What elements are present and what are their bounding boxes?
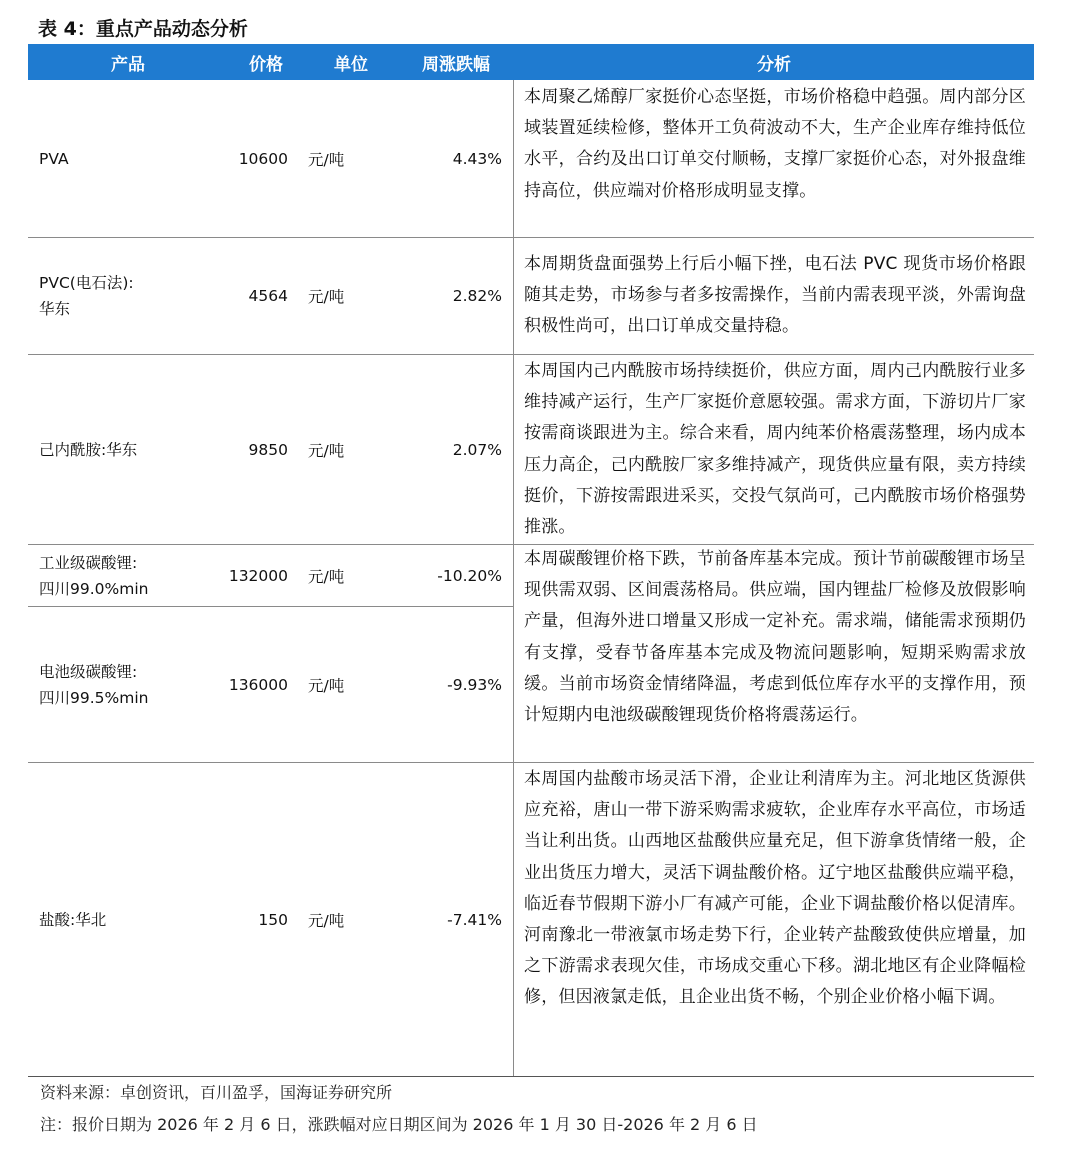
header-product-label: 产品 [111, 54, 145, 75]
row-pva-unit: 元/吨 [308, 150, 345, 169]
product-line: PVC(电石法): [39, 274, 134, 292]
row-caprolactam-analysis: 本周国内己内酰胺市场持续挺价，供应方面，周内己内酰胺行业多维持减产运行，生产厂家挺价意愿较强。需求方面，下游切片厂家按需商谈跟进为主。综合来看，周内纯苯价格震荡整理，场内成本压力高企，己内酰胺厂家多维持减产，现货供应量有限，卖方持续挺价，下游按需跟进采买，交投气氛尚可，己内酰胺市场价格强势推涨。 [524, 361, 1026, 538]
row-battery-lithium-unit: 元/吨 [308, 676, 345, 695]
source-note: 资料来源：卓创资讯，百川盈孚，国海证券研究所 [40, 1083, 393, 1102]
header-change [398, 44, 514, 80]
row-battery-lithium-product [39, 607, 229, 762]
row-caprolactam-product [39, 355, 229, 544]
row-hcl-unit: 元/吨 [308, 911, 345, 930]
date-note: 注：报价日期为 2026 年 2 月 6 日，涨跌幅对应日期区间为 2026 年 1 月 30 日-2026 年 2 月 6 日 [40, 1115, 758, 1134]
analysis-column-divider [513, 80, 514, 1076]
row-industrial-lithium-unit: 元/吨 [308, 567, 345, 586]
row-industrial-lithium-product [39, 545, 229, 606]
table-title: 表 4：重点产品动态分析 [38, 18, 248, 40]
row-pva-change: 4.43% [452, 149, 502, 168]
row-caprolactam-change: 2.07% [452, 440, 502, 459]
row-battery-lithium-change: -9.93% [447, 675, 502, 694]
row-pvc-unit: 元/吨 [308, 288, 345, 306]
row-hcl-analysis: 本周国内盐酸市场灵活下滑，企业让利清库为主。河北地区货源供应充裕，唐山一带下游采购需求疲软，企业库存水平高位，市场适当让利出货。山西地区盐酸供应量充足，但下游拿货情绪一般，企业出货压力增大，灵活下调盐酸价格。辽宁地区盐酸供应端平稳，临近春节假期下游小厂有减产可能，企业下调盐酸价格以促清库。河南豫北一带液氯市场走势下行，企业转产盐酸致使供应增量，加之下游需求表现欠佳，市场成交重心下移。湖北地区有企业降幅检修，但因液氯走低，且企业出货不畅，个别企业价格小幅下调。 [524, 769, 1026, 1008]
product-line: 电池级碳酸锂: [39, 662, 138, 681]
row-pvc-analysis: 本周期货盘面强势上行后小幅下挫，电石法 PVC 现货市场价格跟随其走势，市场参与者多按需操作，当前内需表现平淡，外需询盘积极性尚可，出口订单成交量持稳。 [524, 254, 1026, 337]
row-caprolactam-unit: 元/吨 [308, 441, 345, 460]
header-price-label: 价格 [249, 54, 283, 75]
row-industrial-lithium-price: 132000 [228, 566, 288, 585]
row-pva-price: 10600 [238, 149, 288, 168]
row-pva-product [39, 80, 229, 237]
product-line: PVA [39, 149, 69, 168]
row-pvc-price: 4564 [248, 287, 288, 305]
row-pvc-product [39, 238, 229, 354]
header-analysis-label: 分析 [757, 54, 791, 75]
header-unit [304, 44, 398, 80]
row-pva-analysis: 本周聚乙烯醇厂家挺价心态坚挺，市场价格稳中趋强。周内部分区域装置延续检修，整体开工负荷波动不大，生产企业库存维持低位水平，合约及出口订单交付顺畅，支撑厂家挺价心态，对外报盘维持高位，供应端对价格形成明显支撑。 [524, 87, 1026, 201]
product-line: 工业级碳酸锂: [39, 553, 138, 572]
header-price [228, 44, 304, 80]
row-hcl-change: -7.41% [447, 910, 502, 929]
header-change-label: 周涨跌幅 [422, 54, 490, 75]
row-battery-lithium-price: 136000 [228, 675, 288, 694]
product-line: 己内酰胺:华东 [39, 440, 138, 459]
row-pvc-change: 2.82% [452, 287, 502, 305]
product-line: 华东 [39, 300, 71, 318]
product-line: 四川99.5%min [39, 688, 149, 707]
row-industrial-lithium-change: -10.20% [437, 566, 502, 585]
table-bottom-border [28, 1076, 1034, 1077]
row-hcl-price: 150 [258, 910, 288, 929]
product-line: 四川99.0%min [39, 579, 149, 598]
header-analysis [514, 44, 1034, 80]
row-caprolactam-price: 9850 [248, 440, 288, 459]
lithium-analysis: 本周碳酸锂价格下跌，节前备库基本完成。预计节前碳酸锂市场呈现供需双弱、区间震荡格局。供应端，国内锂盐厂检修及放假影响产量，但海外进口增量又形成一定补充。需求端，储能需求预期仍有支撑，受春节备库基本完成及物流问题影响，短期采购需求放缓。当前市场资金情绪降温，考虑到低位库存水平的支撑作用，预计短期内电池级碳酸锂现货价格将震荡运行。 [524, 549, 1026, 726]
header-unit-label: 单位 [334, 54, 368, 75]
product-line: 盐酸:华北 [39, 910, 107, 929]
row-hcl-product [39, 763, 229, 1076]
header-product [28, 44, 228, 80]
